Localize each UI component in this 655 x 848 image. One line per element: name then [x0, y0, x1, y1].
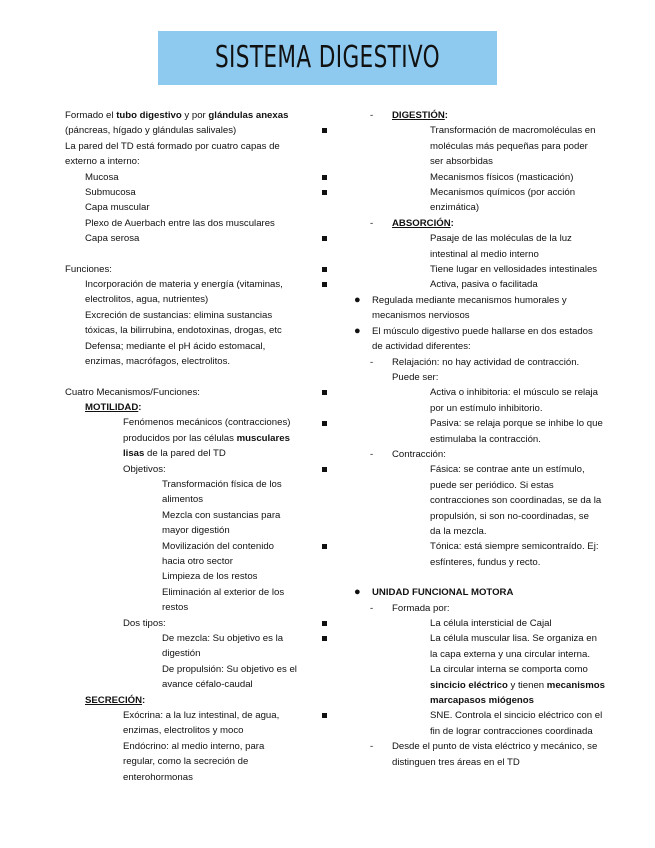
dash-icon: -: [370, 602, 374, 614]
list-item: Pasiva: se relaja porque se inhibe lo que estimulaba la contracción.: [340, 416, 655, 447]
square-bullet-icon: [322, 713, 327, 718]
list-item: De mezcla: Su objetivo es la digestión: [162, 633, 284, 660]
list-item: Excreción de sustancias: elimina sustancias tóxicas, la bilirrubina, endotoxinas, drogas, etc: [85, 309, 282, 337]
list-item: - Formada por:: [340, 601, 655, 616]
list-item: Transformación de macromoléculas en moléculas más pequeñas para poder ser absorbidas: [340, 123, 655, 169]
list-item: Pasaje de las moléculas de la luz intestinal al medio interno: [340, 231, 655, 262]
list-item: SNE. Controla el sincicio eléctrico con el fin de lograr contracciones coordinada: [340, 708, 655, 739]
left-column: [0, 108, 330, 785]
page-title: SISTEMA DIGESTIVO: [214, 40, 441, 75]
list-item: Objetivos:: [123, 463, 166, 475]
list-item: Mucosa: [85, 171, 119, 183]
square-bullet-icon: [322, 544, 327, 549]
list-item: Mecanismos físicos (masticación): [340, 170, 655, 185]
list-item: Activa o inhibitoria: el músculo se relaja por un estímulo inhibitorio.: [340, 385, 655, 416]
list-item: La pared del TD está formado por cuatro capas de externo a interno:: [65, 140, 280, 168]
list-item: Tónica: está siempre semicontraído. Ej: esfínteres, fundus y recto.: [340, 539, 655, 570]
list-item: Tiene lugar en vellosidades intestinales: [340, 262, 655, 277]
square-bullet-icon: [322, 636, 327, 641]
dash-icon: -: [370, 356, 374, 368]
list-item: La célula intersticial de Cajal: [340, 616, 655, 631]
list-item: SECRECIÓN:: [85, 694, 146, 706]
list-item: Endócrino: al medio interno, para regular, como la secreción de enterohormonas: [123, 740, 265, 783]
list-item: ● El músculo digestivo puede hallarse en dos estados de actividad diferentes:: [354, 324, 593, 353]
square-bullet-icon: [322, 267, 327, 272]
list-item: Capa serosa: [85, 233, 140, 245]
list-item: Defensa; mediante el pH ácido estomacal, enzimas, macrófagos, electrolitos.: [85, 340, 266, 368]
list-item: - Relajación: no hay actividad de contracción. Puede ser:: [370, 356, 580, 383]
list-item: Capa muscular: [85, 202, 150, 214]
list-item: Plexo de Auerbach entre las dos musculares: [85, 217, 275, 229]
square-bullet-icon: [322, 390, 327, 395]
list-item: - ABSORCIÓN:: [340, 216, 655, 231]
square-bullet-icon: [322, 467, 327, 472]
list-item: Activa, pasiva o facilitada: [340, 277, 655, 292]
bullet-icon: ●: [354, 586, 361, 599]
list-item: ● UNIDAD FUNCIONAL MOTORA: [340, 585, 655, 600]
list-item: Eliminación al exterior de los restos: [162, 586, 285, 614]
dash-icon: -: [370, 217, 374, 229]
right-column: [340, 108, 655, 770]
list-item: - Desde el punto de vista eléctrico y mecánico, se distinguen tres áreas en el TD: [370, 741, 598, 768]
square-bullet-icon: [322, 282, 327, 287]
list-item: - DIGESTIÓN:: [340, 108, 655, 123]
square-bullet-icon: [322, 621, 327, 626]
list-item: Cuatro Mecanismos/Funciones:: [65, 386, 200, 398]
list-item: De propulsión: Su objetivo es el avance céfalo-caudal: [162, 663, 297, 691]
bullet-icon: ●: [354, 293, 361, 306]
title-banner: [158, 31, 497, 85]
square-bullet-icon: [322, 128, 327, 133]
list-item: La célula muscular lisa. Se organiza en la capa externa y una circular interna. La circular interna se comporta como sincicio eléctrico y tienen mecanismos marcapasos miógenos: [340, 631, 655, 708]
list-item: Funciones:: [65, 263, 112, 275]
list-item: Movilización del contenido hacia otro sector: [162, 540, 274, 567]
list-item: Limpieza de los restos: [162, 571, 258, 583]
square-bullet-icon: [322, 236, 327, 241]
dash-icon: -: [370, 448, 374, 460]
dash-icon: -: [370, 741, 374, 753]
list-item: Exócrina: a la luz intestinal, de agua, enzimas, electrolitos y moco: [123, 710, 280, 737]
square-bullet-icon: [322, 190, 327, 195]
list-item: Fenómenos mecánicos (contracciones) producidos por las células musculares lisas de la pared del TD: [123, 417, 291, 460]
list-item: Incorporación de materia y energía (vitaminas, electrolitos, agua, nutrientes): [85, 279, 283, 306]
list-item: ● Regulada mediante mecanismos humorales y mecanismos nerviosos: [354, 293, 567, 322]
dash-icon: -: [370, 110, 374, 121]
list-item: Formado el tubo digestivo y por glándulas anexas (páncreas, hígado y glándulas salivales): [65, 110, 289, 137]
bullet-icon: ●: [354, 324, 361, 337]
list-item: Dos tipos:: [123, 617, 166, 629]
square-bullet-icon: [322, 175, 327, 180]
list-item: Fásica: se contrae ante un estímulo, puede ser periódico. Si estas contracciones son coordinadas, se da la propulsión, si son no-coordinadas, se da la mezcla.: [340, 462, 655, 539]
square-bullet-icon: [322, 421, 327, 426]
list-item: - Contracción:: [340, 447, 655, 462]
list-item: Transformación física de los alimentos: [162, 478, 282, 506]
list-item: MOTILIDAD:: [85, 401, 142, 413]
list-item: Mezcla con sustancias para mayor digestión: [162, 509, 281, 537]
list-item: Submucosa: [85, 187, 136, 199]
list-item: Mecanismos químicos (por acción enzimática): [340, 185, 655, 216]
